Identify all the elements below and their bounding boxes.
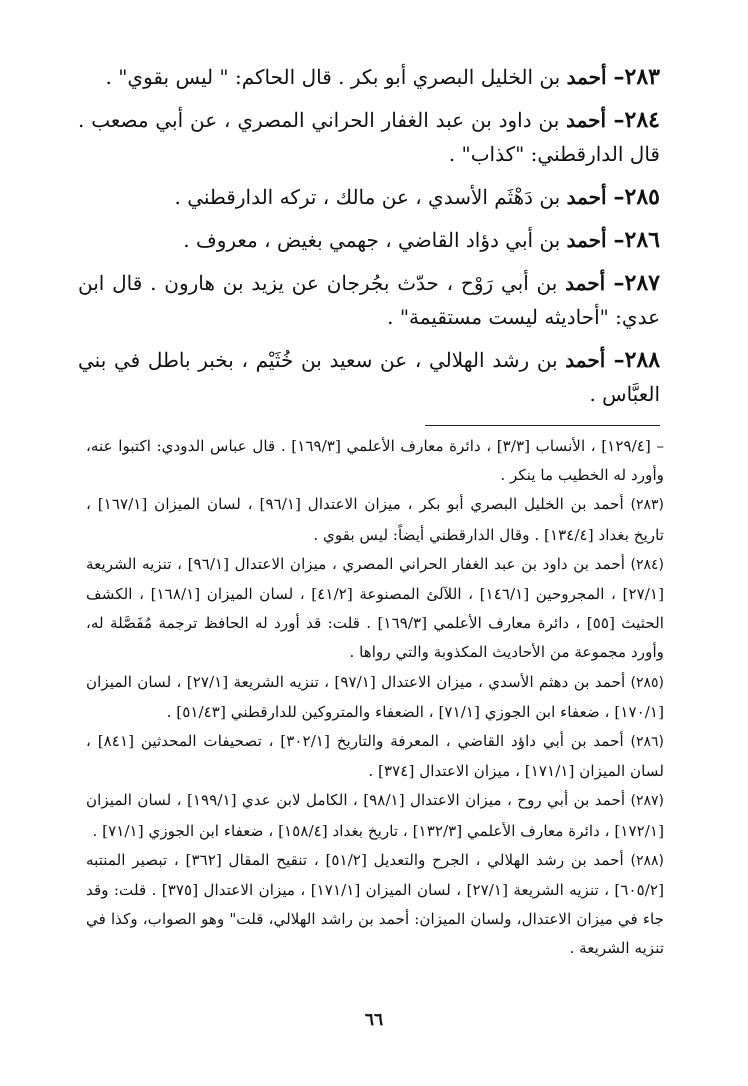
footnote-number: (٢٨٥) [630,674,665,691]
entry-text: بن الخليل البصري أبو بكر . قال الحاكم: " ليس بقوي" . [105,65,567,89]
entry-number: ٢٨٦– [613,227,660,253]
entry-name: أحمد [566,228,614,252]
footnote-283 [86,490,664,549]
main-entries [78,60,660,411]
entry-288 [78,343,660,411]
footnote-divider [425,425,660,426]
entry-286 [78,223,660,257]
page-number: ٦٦ [364,1010,384,1030]
entry-number: ٢٨٥– [613,184,660,210]
entry-text: بن أبي رَوْح ، حدّث بجُرجان عن يزيد بن هارون . قال ابن عدي: "أحاديثه ليست مستقيمة" . [78,271,660,329]
entry-name: أحمد [565,271,614,295]
entry-284 [78,103,660,171]
entry-text: بن دَهْثَم الأسدي ، عن مالك ، تركه الدارقطني . [174,185,567,209]
entry-number: ٢٨٨– [613,347,661,373]
entry-name: أحمد [565,348,614,372]
footnote-text: أحمد بن أبي داؤد القاضي ، المعرفة والتاريخ [٣٠٢/١] ، تصحيفات المحدثين [٨٤١] ، لسان الميزان [١٧١/١] ، ميزان الاعتدال [٣٧٤] . [86,732,664,781]
footnote-text: أحمد بن أبي روح ، ميزان الاعتدال [٩٨/١] ، الكامل لابن عدي [١٩٩/١] ، لسان الميزان [١٧٢/١] ، دائرة معارف الأعلمي [١٣٢/٣] ، تاريخ بغداد [١٥٨/٤] ، ضعفاء ابن الجوزي [٧١/١] . [86,791,664,840]
entry-text: بن داود بن عبد الغفار الحراني المصري ، عن أبي مصعب . قال الدارقطني: "كذاب" . [78,108,660,166]
entry-287 [78,266,660,334]
footnote-number: (٢٨٤) [630,556,664,573]
footnote-288 [86,846,664,964]
footnote-text: أحمد بن الخليل البصري أبو بكر ، ميزان الاعتدال [٩٦/١] ، لسان الميزان [١٦٧/١] ، تاريخ بغداد [١٣٤/٤] . وقال الدارقطني أيضاً: ليس بقوي . [86,495,664,544]
entry-text: بن رشد الهلالي ، عن سعيد بن خُثَيْم ، بخبر باطل في بني العبَّاس . [78,348,660,406]
entry-name: أحمد [566,185,614,209]
entry-283 [78,60,660,94]
footnote-number: (٢٨٦) [630,734,664,751]
footnote-text: أحمد بن داود بن عبد الغفار الحراني المصري ، ميزان الاعتدال [٩٦/١] ، تنزيه الشريعة [٢٧/١] ، المجروحين [١٤٦/١] ، اللآلئ المصنوعة [٤١/٢] ، لسان الميزان [١٦٨/١] ، الكشف الحثيث [٥٥] ، دائرة معارف الأعلمي [١٦٩/٣] . قلت: قد أورد له الحافظ ترجمة مُفَصَّلة له، وأورد مجموعة من الأحاديث المكذوبة والتي رواها . [86,554,665,662]
entry-285 [78,180,660,214]
footnote-number: (٢٨٣) [630,497,664,514]
entry-name: أحمد [566,108,614,132]
entry-number: ٢٨٧– [613,270,660,296]
entry-number: ٢٨٣– [613,64,660,90]
footnote-284 [86,550,664,668]
footnote-285 [86,668,664,727]
footnote-number: (٢٨٨) [630,852,664,869]
footnote-286 [86,727,664,786]
footnotes [86,432,664,964]
entry-number: ٢٨٤– [613,107,660,133]
footnote-continued [86,432,664,490]
footnote-287 [86,786,664,845]
footnote-text: – [١٢٩/٤] ، الأنساب [٣/٣] ، دائرة معارف الأعلمي [١٦٩/٣] . قال عباس الدودي: اكتبوا عنه، وأورد له الخطيب ما ينكر . [86,437,664,485]
entry-text: بن أبي دؤاد القاضي ، جهمي بغيض ، معروف . [183,228,567,252]
footnote-text: أحمد بن رشد الهلالي ، الجرح والتعديل [٥١/٢] ، تنقيح المقال [٣٦٢] ، تبصير المنتبه [٦٠٥/٢] ، تنزيه الشريعة [٢٧/١] ، لسان الميزان [١٧١/١] ، ميزان الاعتدال [٣٧٥] . قلت: وقد جاء في ميزان الاعتدال، ولسان الميزان: أحمد بن راشد الهلالي، قلت" وهو الصواب، وكذا في تنزيه الشريعة . [86,850,664,958]
footnote-text: أحمد بن دهثم الأسدي ، ميزان الاعتدال [٩٧/١] ، تنزيه الشريعة [٢٧/١] ، لسان الميزان [١٧٠/١] ، ضعفاء ابن الجوزي [٧١/١] ، الضعفاء والمتروكين للدارقطني [٥١/٤٣] . [86,672,664,721]
entry-name: أحمد [566,65,614,89]
footnote-number: (٢٨٧) [630,793,664,810]
